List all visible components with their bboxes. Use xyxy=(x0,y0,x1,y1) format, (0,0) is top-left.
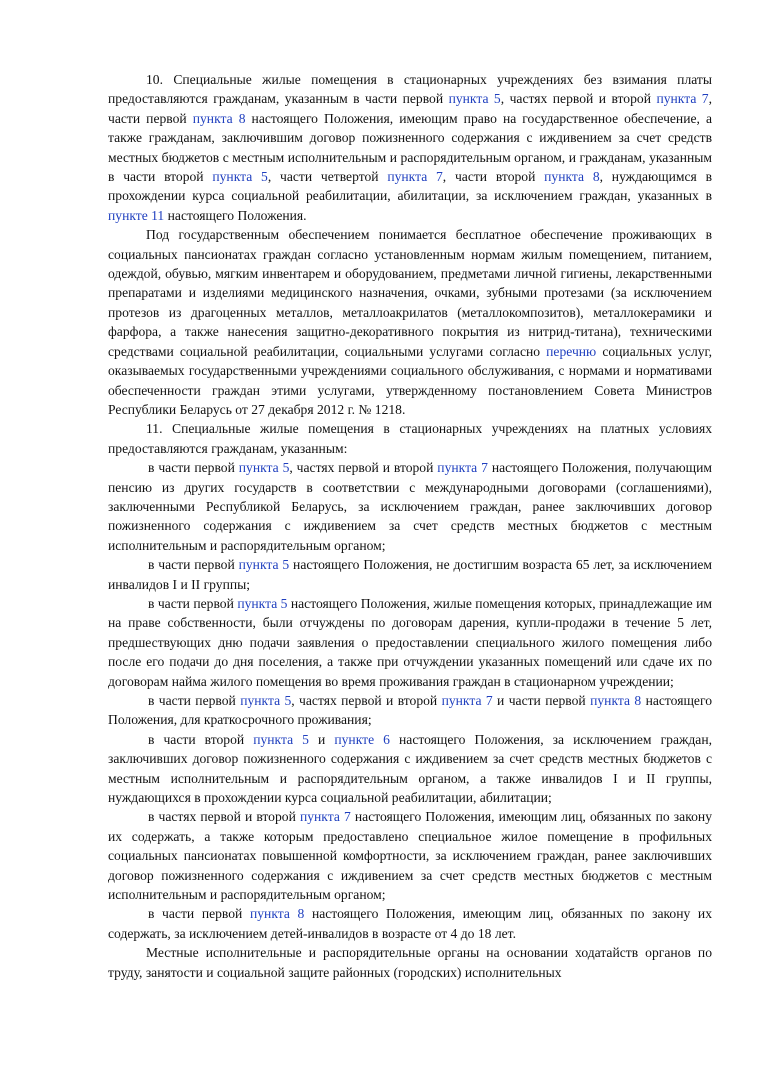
cross-reference-link[interactable]: пункта 8 xyxy=(249,906,305,922)
paragraph xyxy=(108,807,712,904)
paragraph-text: , части первой xyxy=(108,91,713,126)
cross-reference-link[interactable]: пункта 8 xyxy=(192,110,246,126)
cross-reference-link[interactable]: пункта 5 xyxy=(238,557,290,573)
paragraph-text: , нуждающимся в прохождении курса социальной реабилитации, абилитации, за исключением граждан, указанных в xyxy=(108,169,713,204)
paragraph-text: в части первой xyxy=(148,906,250,922)
paragraph-text: настоящего Положения, получающим пенсию из других государств в соответствии с международными договорами (соглашениями), заключенными Республикой Беларусь, за исключением граждан, ранее заключивших договор пожизненного содержания с иждивением за счет средств местных бюджетов с местным исполнительным и распорядительным органом; xyxy=(108,460,713,553)
paragraph xyxy=(108,691,712,730)
cross-reference-link[interactable]: пункта 8 xyxy=(544,169,600,185)
paragraph-text: , частях первой и второй xyxy=(500,91,657,107)
cross-reference-link[interactable]: пункта 5 xyxy=(238,460,290,476)
cross-reference-link[interactable]: пункта 7 xyxy=(299,809,351,825)
cross-reference-link[interactable]: пункта 7 xyxy=(387,169,443,185)
cross-reference-link[interactable]: пункте 6 xyxy=(334,731,390,747)
paragraph xyxy=(108,458,712,555)
paragraph-text: в части первой xyxy=(148,460,239,476)
paragraph-text: , частях первой и второй xyxy=(289,460,438,476)
paragraph-text: настоящего Положения. xyxy=(164,207,307,223)
cross-reference-link[interactable]: пункта 7 xyxy=(441,693,493,708)
paragraph-text: 10. Специальные жилые помещения в стационарных учреждениях без взимания платы предоставляются гражданам, указанным в части первой xyxy=(108,72,712,107)
cross-reference-link[interactable]: пункта 5 xyxy=(253,731,309,747)
paragraph xyxy=(108,943,712,982)
paragraph-text: настоящего Положения, имеющим лиц, обязанных по закону их содержать, а также которым предоставлено специальное жилое помещение в профильных социальных пансионатах повышенной комфортности, за исключением граждан, ранее заключивших договор пожизненного содержания с иждивением за счет средств местных бюджетов с местным исполнительным и распорядительным органом; xyxy=(108,809,712,903)
cross-reference-link[interactable]: пункта 5 xyxy=(212,169,268,185)
paragraph xyxy=(108,70,712,225)
paragraph xyxy=(108,419,712,458)
paragraph-text: настоящего Положения, имеющим лиц, обязанных по закону их содержать, за исключением детей-инвалидов в возрасте от 4 до 18 лет. xyxy=(108,906,712,941)
cross-reference-link[interactable]: пункта 5 xyxy=(240,693,292,708)
paragraph-text: , части второй xyxy=(442,169,545,185)
paragraph-text: 11. Специальные жилые помещения в стационарных учреждениях на платных условиях предоставляются гражданам, указанным: xyxy=(108,421,712,456)
paragraph-text: настоящего Положения, не достигшим возраста 65 лет, за исключением инвалидов I и II группы; xyxy=(108,557,712,592)
paragraph-text: , частях первой и второй xyxy=(291,693,442,708)
paragraph-text: , части четвертой xyxy=(267,169,388,185)
paragraph-text: Под государственным обеспечением понимается бесплатное обеспечение проживающих в социальных пансионатах граждан согласно установленным нормам жилым помещением, питанием, одеждой, обувью, мягким инвентарем и оборудованием, предметами личной гигиены, лекарственными препаратами и изделиями медицинского назначения, очками, зубными протезами (за исключением протезов из драгоценных металлов, металлоакрилатов (металлокомпозитов), металлокерамики и фарфора, а также нанесения защитно-декоративного покрытия из нитрид-титана), техническими средствами социальной реабилитации, социальными услугами согласно xyxy=(108,227,712,359)
cross-reference-link[interactable]: пункта 7 xyxy=(437,460,488,476)
cross-reference-link[interactable]: пункта 7 xyxy=(656,91,709,107)
cross-reference-link[interactable]: пункте 11 xyxy=(108,207,165,223)
paragraph-text: в частях первой и второй xyxy=(148,809,300,825)
paragraph-text: и xyxy=(308,731,335,747)
paragraph xyxy=(108,555,712,594)
paragraph-text: и части первой xyxy=(492,693,591,708)
paragraph xyxy=(108,730,712,808)
paragraph-text: настоящего Положения, для краткосрочного проживания; xyxy=(108,693,712,728)
paragraph-text: Местные исполнительные и распорядительные органы на основании ходатайств органов по труду, занятости и социальной защите районных (городских) исполнительных xyxy=(108,945,712,980)
paragraph-text: социальных услуг, оказываемых государственными учреждениями социального обслуживания, с нормами и нормативами обеспеченности граждан этими услугами, утвержденному постановлением Совета Министров Республики Беларусь от 27 декабря 2012 г. № 1218. xyxy=(108,343,712,417)
cross-reference-link[interactable]: пункта 5 xyxy=(237,595,288,611)
paragraph-text: в части второй xyxy=(148,731,254,747)
paragraph xyxy=(108,594,712,691)
cross-reference-link[interactable]: перечню xyxy=(546,343,597,359)
paragraph xyxy=(108,904,712,943)
paragraph-text: настоящего Положения, за исключением граждан, заключивших договор пожизненного содержания с иждивением за счет средств местных бюджетов с местным исполнительным и распорядительным органом, а также инвалидов I и II группы, нуждающихся в прохождении курса социальной реабилитации, абилитации; xyxy=(108,731,712,806)
paragraph xyxy=(108,225,712,419)
cross-reference-link[interactable]: пункта 8 xyxy=(590,693,642,708)
paragraph-text: в части первой xyxy=(148,557,239,573)
paragraph-text: в части первой xyxy=(148,595,238,611)
cross-reference-link[interactable]: пункта 5 xyxy=(448,91,501,107)
paragraph-text: настоящего Положения, имеющим право на государственное обеспечение, а также гражданам, заключившим договор пожизненного содержания с иждивением за счет средств местных бюджетов с местным исполнительным и распорядительным органом, и гражданам, указанным в части второй xyxy=(108,110,713,185)
paragraph-text: настоящего Положения, жилые помещения которых, принадлежащие им на праве собственности, были отчуждены по договорам дарения, купли-продажи в течение 5 лет, предшествующих дню подачи заявления о предоставлении специального жилого помещения либо после его подачи до дня поселения, а также при отчуждении указанных помещений или сдаче их по договорам найма жилого помещения во время проживания граждан в стационарном учреждении; xyxy=(108,595,712,689)
paragraph-text: в части первой xyxy=(148,693,241,708)
